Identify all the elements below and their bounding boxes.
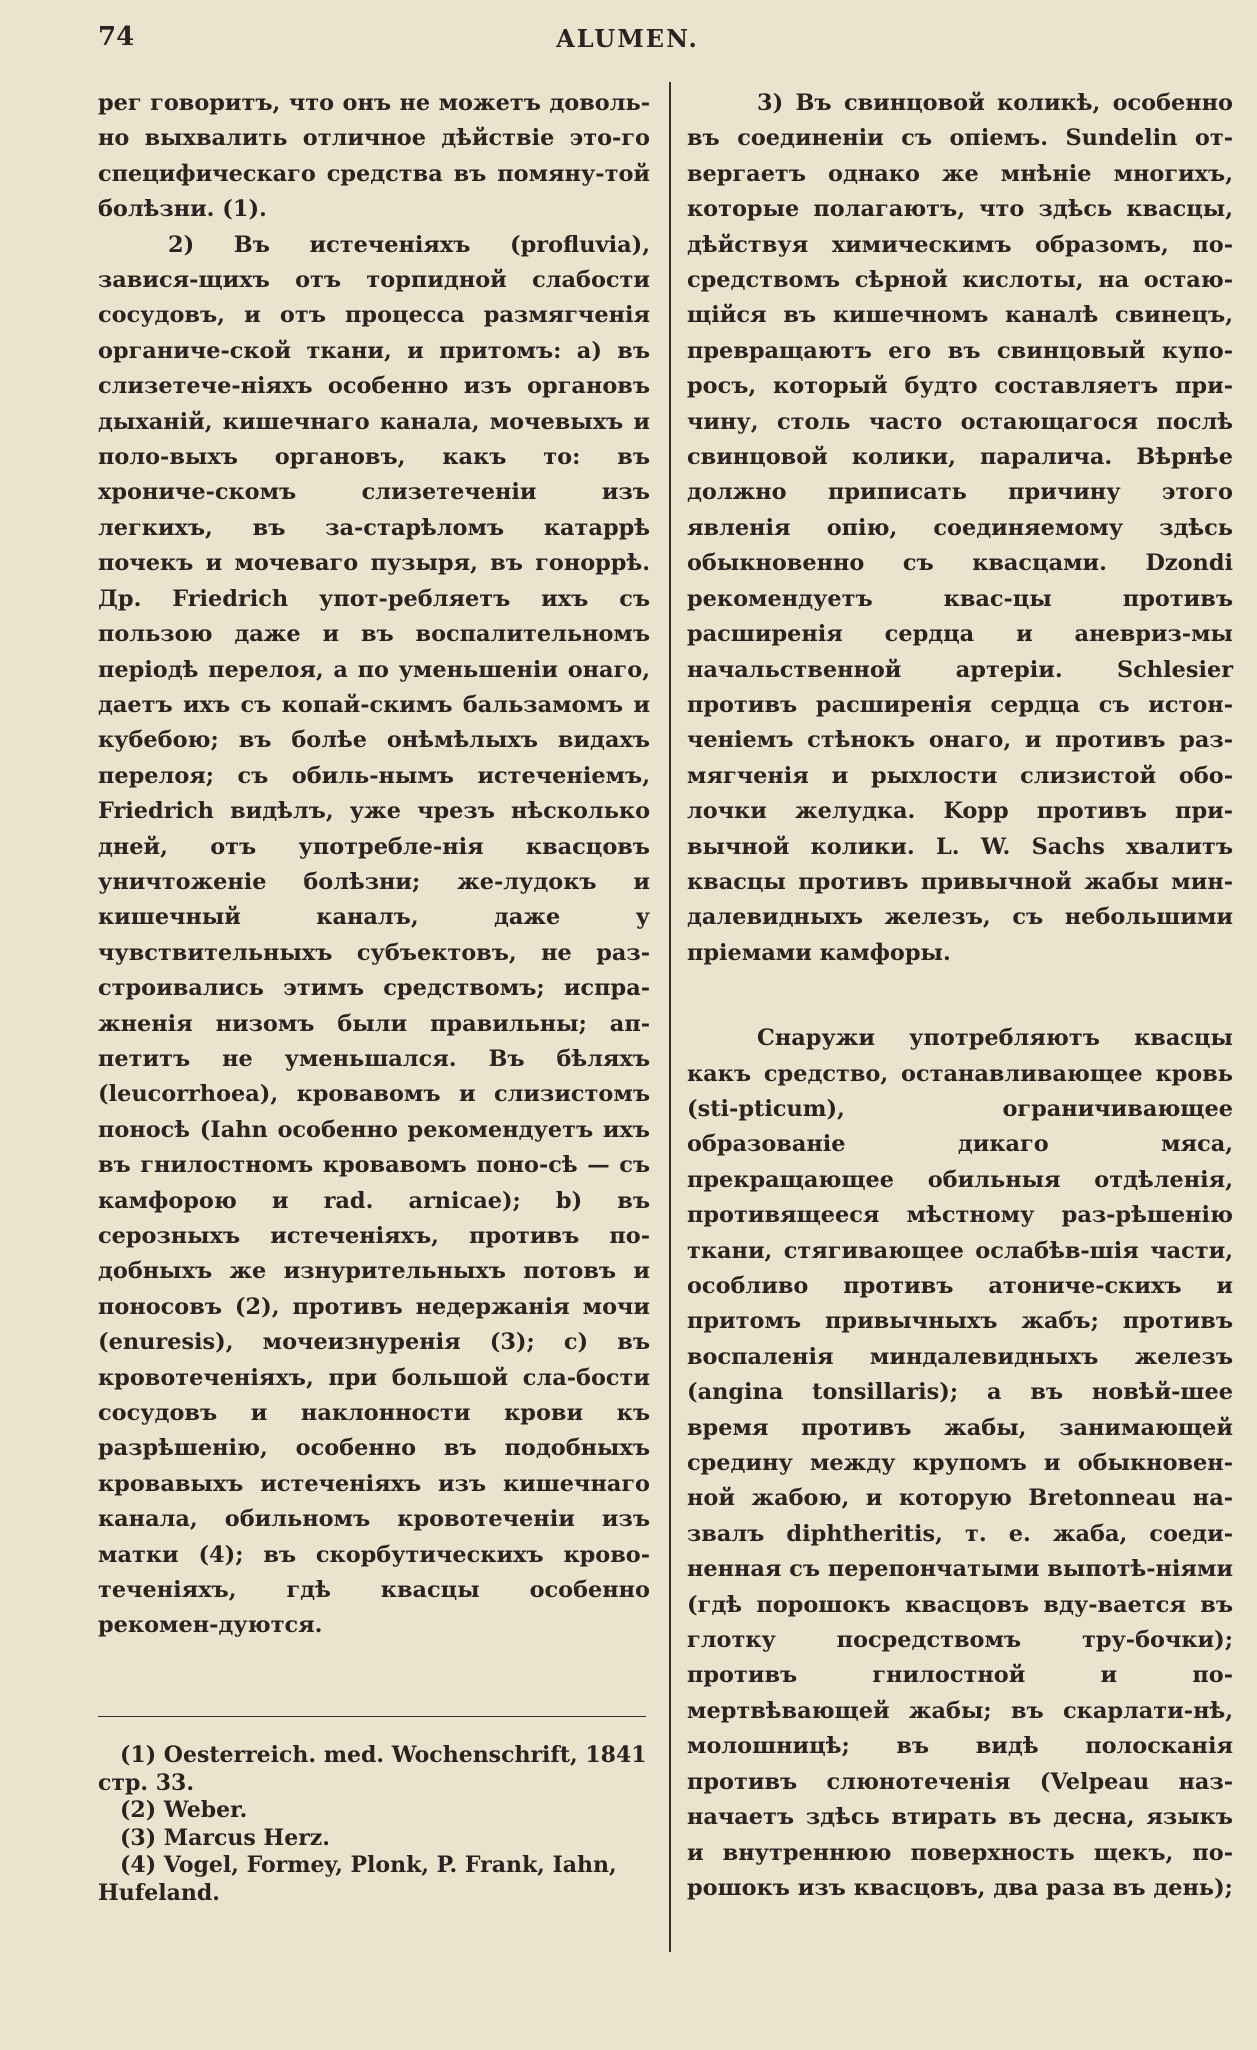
right-column <box>687 86 1233 1906</box>
footnotes <box>98 1742 650 1907</box>
footnote-separator <box>98 1716 646 1717</box>
left-column <box>98 86 650 1644</box>
column-divider <box>669 82 671 1952</box>
right-paragraph-2: Снаружи употребляютъ квасцы какъ средство, останавливающее кровь (sti-pticum), ограничивающее образованіе дикаго мяса, прекращающее обильныя отдѣленія, противящееся мѣстному раз-рѣшенію ткани, стягивающее ослабѣв-шія части, особливо противъ атониче-скихъ и притомъ привычныхъ жабъ; противъ воспаленія миндалевидныхъ железъ (angina tonsillaris); а въ новѣй-шее время противъ жабы, занимающей средину между крупомъ и обыкновен-ной жабою, и которую Bretonneau на-звалъ diphtheritis, т. е. жаба, соеди-ненная съ перепончатыми выпотѣ-ніями (гдѣ порошокъ квасцовъ вду-вается въ глотку посредствомъ тру-бочки); противъ гнилостной и по-мертвѣвающей жабы; въ скарлати-нѣ, молошницѣ; въ видѣ полосканія противъ слюнотеченія (Velpeau наз-начаетъ здѣсь втирать въ десна, языкъ и внутреннюю поверхность щекъ, по-рошокъ изъ квасцовъ, два раза въ день); <box>687 1025 1233 1901</box>
footnote-1: (1) Oesterreich. med. Wochenschrift, 1841 стр. 33. <box>98 1742 647 1796</box>
page-header <box>98 22 1157 62</box>
running-title: ALUMEN. <box>556 24 699 53</box>
right-paragraph-1: 3) Въ свинцовой коликѣ, особенно въ соединеніи съ опіемъ. Sundelin от-вергаетъ однако же мнѣніе многихъ, которые полагаютъ, что здѣсь квасцы, дѣйствуя химическимъ образомъ, по-средствомъ сѣрной кислоты, на остаю-щійся въ кишечномъ каналѣ свинецъ, превращаютъ его въ свинцовый купо-росъ, который будто составляетъ при-чину, столь часто остающагося послѣ свинцовой колики, паралича. Вѣрнѣе должно приписать причину этого явленія опію, соединяемому здѣсь обыкновенно съ квасцами. Dzondi рекомендуетъ квас-цы противъ расширенія сердца и аневриз-мы начальственной артеріи. Schlesier противъ расширенія сердца съ истон-ченіемъ стѣнокъ онаго, и противъ раз-мягченія и рыхлости слизистой обо-лочки желудка. Kopp противъ при-вычной колики. L. W. Sachs хвалитъ квасцы противъ привычной жабы мин-далевидныхъ железъ, съ небольшими пріемами камфоры. <box>687 90 1233 966</box>
page-number: 74 <box>98 22 135 52</box>
paragraph-gap <box>687 971 1233 1021</box>
footnote-4: (4) Vogel, Formey, Plonk, P. Frank, Iahn, Hufeland. <box>98 1852 617 1906</box>
footnote-3: (3) Marcus Herz. <box>120 1824 330 1851</box>
left-paragraph-1: рег говоритъ, что онъ не можетъ доволь-но выхвалить отличное дѣйствіе это-го специфическаго средства въ помяну-той болѣзни. (1). <box>98 90 650 223</box>
left-paragraph-2: 2) Въ истеченіяхъ (profluvia), завися-щихъ отъ торпидной слабости сосудовъ, и отъ процесса размягченія органиче-ской ткани, и притомъ: а) въ слизетече-ніяхъ особенно изъ органовъ дыханій, кишечнаго канала, мочевыхъ и поло-выхъ органовъ, какъ то: въ хрониче-скомъ слизетеченіи изъ легкихъ, въ за-старѣломъ катаррѣ почекъ и мочеваго пузыря, въ гоноррѣ. Др. Friedrich упот-ребляетъ ихъ съ пользою даже и въ воспалительномъ періодѣ перелоя, а по уменьшеніи онаго, даетъ ихъ съ копай-скимъ бальзамомъ и кубебою; въ болѣе онѣмѣлыхъ видахъ перелоя; съ обиль-нымъ истеченіемъ, Friedrich видѣлъ, уже чрезъ нѣсколько дней, отъ употребле-нія квасцовъ уничтоженіе болѣзни; же-лудокъ и кишечный каналъ, даже у чувствительныхъ субъектовъ, не раз-строивались этимъ средствомъ; испра-жненія низомъ были правильны; ап-петитъ не уменьшался. Въ бѣляхъ (leucorrhoea), кровавомъ и слизистомъ поносѣ (Iahn особенно рекомендуетъ ихъ въ гнилостномъ кровавомъ поно-сѣ — съ камфорою и rad. arnicae); b) въ серозныхъ истеченіяхъ, противъ по-добныхъ же изнурительныхъ потовъ и поносовъ (2), противъ недержанія мочи (enuresis), мочеизнуренія (3); c) въ кровотеченіяхъ, при большой сла-бости сосудовъ и наклонности крови къ разрѣшенію, особенно въ подобныхъ кровавыхъ истеченіяхъ изъ кишечнаго канала, обильномъ кровотеченіи изъ матки (4); въ скорбутическихъ крово-теченіяхъ, гдѣ квасцы особенно рекомен-дуются. <box>98 231 650 1639</box>
footnote-2: (2) Weber. <box>120 1797 248 1823</box>
